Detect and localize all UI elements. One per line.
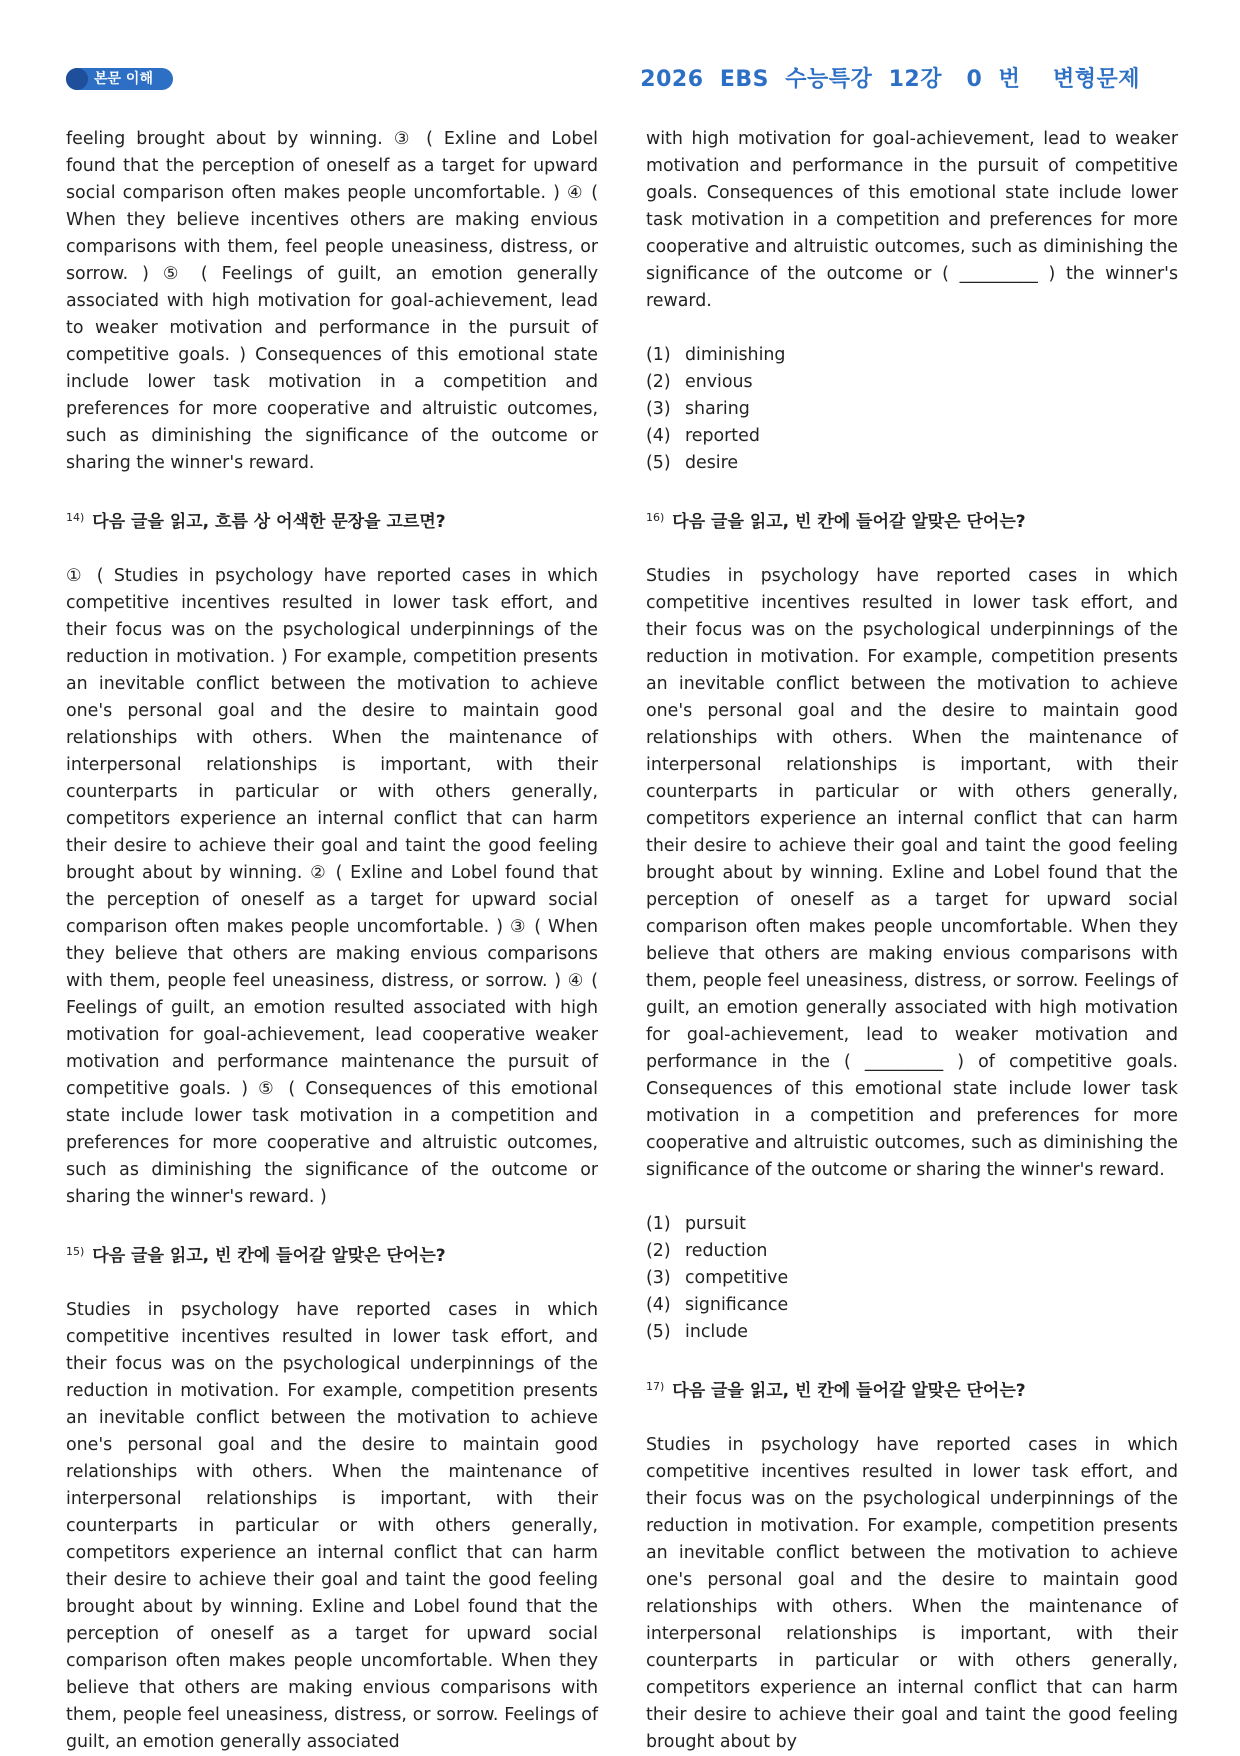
question-15-text: 다음 글을 읽고, 빈 칸에 들어갈 알맞은 단어는? bbox=[92, 1246, 446, 1266]
passage-continued: feeling brought about by winning. ③ ( Exline and Lobel found that the perception of oneself as a target for upward social comparison often makes people uncomfortable. ) ④ ( When they believe incentives others are making envious comparisons with them, feel people uneasiness, distress, or sorrow. ) ⑤ ( Feelings of guilt, an emotion generally associated with high motivation for goal-achievement, lead to weaker motivation and performance in the pursuit of competitive goals. ) Consequences of this emotional state include lower task motivation in a competition and preferences for more cooperative and altruistic outcomes, such as diminishing the significance of the outcome or sharing the winner's reward. bbox=[66, 129, 598, 473]
passage-15: Studies in psychology have reported cases in which competitive incentives resulted in lower task effort, and their focus was on the psychological underpinnings of the reduction in motivation. For example, competition presents an inevitable conflict between the motivation to achieve one's personal goal and the desire to maintain good relationships with others. When the maintenance of interpersonal relationships is important, with their counterparts in particular or with others generally, competitors experience an internal conflict that can harm their desire to achieve their goal and taint the good feeling brought about by winning. Exline and Lobel found that the perception of oneself as a target for upward social comparison often makes people uncomfortable. When they believe that others are making envious comparisons with them, people feel uneasiness, distress, or sorrow. Feelings of guilt, an emotion generally associated bbox=[66, 1300, 598, 1752]
badge-circle-icon bbox=[66, 68, 88, 90]
page-title: 2026 EBS 수능특강 12강 0 번 변형문제 bbox=[640, 67, 1140, 92]
question-14 bbox=[66, 504, 598, 536]
question-16-text: 다음 글을 읽고, 빈 칸에 들어갈 알맞은 단어는? bbox=[672, 512, 1026, 532]
option-number: (4) bbox=[646, 1295, 671, 1315]
option-text: sharing bbox=[685, 399, 750, 419]
option-item bbox=[646, 342, 1178, 369]
option-number: (5) bbox=[646, 453, 671, 473]
option-text: include bbox=[685, 1322, 749, 1342]
question-16-number: 16) bbox=[646, 511, 665, 524]
question-14-number: 14) bbox=[66, 511, 85, 524]
option-text: diminishing bbox=[685, 345, 786, 365]
page-header bbox=[66, 58, 1140, 98]
option-text: desire bbox=[685, 453, 739, 473]
option-number: (3) bbox=[646, 399, 671, 419]
option-item bbox=[646, 1211, 1178, 1238]
question-16 bbox=[646, 504, 1178, 536]
question-17-text: 다음 글을 읽고, 빈 칸에 들어갈 알맞은 단어는? bbox=[672, 1381, 1026, 1401]
option-text: pursuit bbox=[685, 1214, 746, 1234]
option-number: (5) bbox=[646, 1322, 671, 1342]
section-badge-label: 본문 이해 bbox=[94, 71, 153, 87]
option-item bbox=[646, 396, 1178, 423]
option-text: competitive bbox=[685, 1268, 789, 1288]
question-17-number: 17) bbox=[646, 1380, 665, 1393]
question-15 bbox=[66, 1238, 598, 1270]
option-number: (4) bbox=[646, 426, 671, 446]
option-item bbox=[646, 1238, 1178, 1265]
option-number: (2) bbox=[646, 372, 671, 392]
question-15-number: 15) bbox=[66, 1245, 85, 1258]
option-item bbox=[646, 423, 1178, 450]
passage-14: ① ( Studies in psychology have reported cases in which competitive incentives resulted in lower task effort, and their focus was on the psychological underpinnings of the reduction in motivation. ) For example, competition presents an inevitable conflict between the motivation to achieve one's personal goal and the desire to maintain good relationships with others. When the maintenance of interpersonal relationships is important, with their counterparts in particular or with others generally, competitors experience an internal conflict that can harm their desire to achieve their goal and taint the good feeling brought about by winning. ② ( Exline and Lobel found that the perception of oneself as a target for upward social comparison often makes people uncomfortable. ) ③ ( When they believe that others are making envious comparisons with them, people feel uneasiness, distress, or sorrow. ) ④ ( Feelings of guilt, an emotion resulted associated with high motivation for goal-achievement, lead cooperative weaker motivation and performance maintenance the pursuit of competitive goals. ) ⑤ ( Consequences of this emotional state include lower task motivation in a competition and preferences for more cooperative and altruistic outcomes, such as diminishing the significance of the outcome or sharing the winner's reward. ) bbox=[66, 566, 598, 1207]
question-14-text: 다음 글을 읽고, 흐름 상 어색한 문장을 고르면? bbox=[92, 512, 446, 532]
section-badge bbox=[66, 68, 173, 90]
option-text: significance bbox=[685, 1295, 789, 1315]
option-number: (2) bbox=[646, 1241, 671, 1261]
left-column bbox=[66, 126, 598, 1756]
passage-16: Studies in psychology have reported cases in which competitive incentives resulted in lower task effort, and their focus was on the psychological underpinnings of the reduction in motivation. For example, competition presents an inevitable conflict between the motivation to achieve one's personal goal and the desire to maintain good relationships with others. When the maintenance of interpersonal relationships is important, with their counterparts in particular or with others generally, competitors experience an internal conflict that can harm their desire to achieve their goal and taint the good feeling brought about by winning. Exline and Lobel found that the perception of oneself as a target for upward social comparison often makes people uncomfortable. When they believe that others are making envious comparisons with them, people feel uneasiness, distress, or sorrow. Feelings of guilt, an emotion generally associated with high motivation for goal-achievement, lead to weaker motivation and performance in the ( _________ ) of competitive goals. Consequences of this emotional state include lower task motivation in a competition and preferences for more cooperative and altruistic outcomes, such as diminishing the significance of the outcome or sharing the winner's reward. bbox=[646, 566, 1178, 1180]
option-text: reported bbox=[685, 426, 760, 446]
option-item bbox=[646, 1265, 1178, 1292]
option-number: (1) bbox=[646, 345, 671, 365]
option-item bbox=[646, 1292, 1178, 1319]
options-15 bbox=[646, 342, 1178, 477]
right-column bbox=[646, 126, 1178, 1756]
passage-17: Studies in psychology have reported cases in which competitive incentives resulted in lower task effort, and their focus was on the psychological underpinnings of the reduction in motivation. For example, competition presents an inevitable conflict between the motivation to achieve one's personal goal and the desire to maintain good relationships with others. When the maintenance of interpersonal relationships is important, with their counterparts in particular or with others generally, competitors experience an internal conflict that can harm their desire to achieve their goal and taint the good feeling brought about by bbox=[646, 1435, 1178, 1752]
option-text: envious bbox=[685, 372, 753, 392]
option-text: reduction bbox=[685, 1241, 768, 1261]
option-number: (1) bbox=[646, 1214, 671, 1234]
passage-15-continued: with high motivation for goal-achievement, lead to weaker motivation and performance in the pursuit of competitive goals. Consequences of this emotional state include lower task motivation in a competition and preferences for more cooperative and altruistic outcomes, such as diminishing the significance of the outcome or ( _________ ) the winner's reward. bbox=[646, 129, 1178, 311]
options-16 bbox=[646, 1211, 1178, 1346]
option-item bbox=[646, 450, 1178, 477]
option-item bbox=[646, 369, 1178, 396]
option-item bbox=[646, 1319, 1178, 1346]
question-17 bbox=[646, 1373, 1178, 1405]
option-number: (3) bbox=[646, 1268, 671, 1288]
